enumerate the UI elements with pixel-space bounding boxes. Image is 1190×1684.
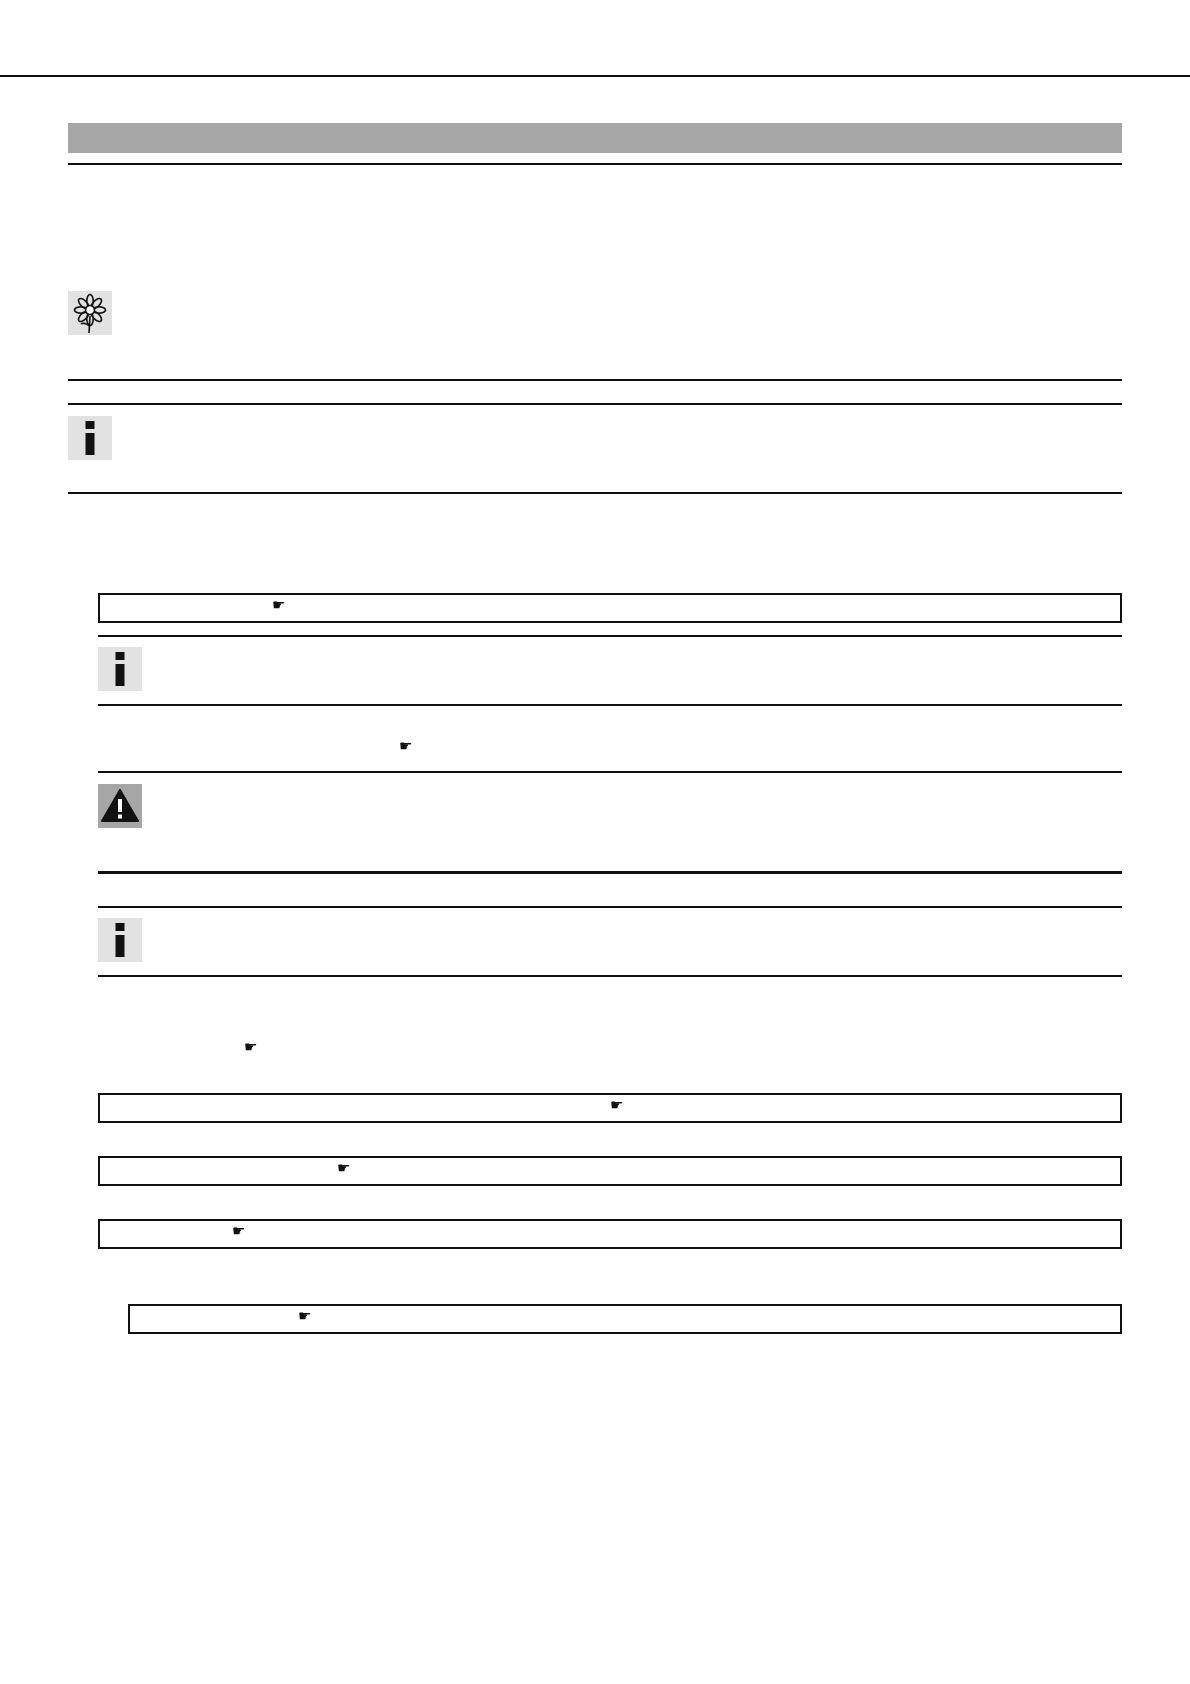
pointing-hand-icon bbox=[244, 1040, 257, 1055]
pointing-hand-icon bbox=[272, 598, 285, 613]
info-block-3-bottom-rule bbox=[98, 975, 1122, 977]
reference-box-1 bbox=[98, 593, 1122, 623]
pointing-hand-icon bbox=[610, 1098, 623, 1113]
info-block-1-bottom-rule bbox=[68, 492, 1122, 494]
info-icon-box-3 bbox=[98, 918, 142, 962]
section-header-underline bbox=[68, 163, 1122, 165]
warning-icon-box bbox=[98, 784, 142, 828]
info-icon bbox=[113, 923, 127, 957]
section-header-band bbox=[68, 123, 1122, 153]
info-icon-box-1 bbox=[68, 416, 112, 460]
pointing-hand-icon bbox=[399, 739, 412, 754]
warning-block-bottom-rule bbox=[98, 871, 1122, 874]
info-block-2-bottom-rule bbox=[98, 704, 1122, 706]
reference-box-5 bbox=[128, 1304, 1122, 1334]
info-icon bbox=[83, 421, 97, 455]
info-block-2-top-rule bbox=[98, 635, 1122, 637]
info-icon bbox=[113, 652, 127, 686]
pointing-hand-icon bbox=[232, 1224, 245, 1239]
info-block-1-top-rule bbox=[68, 403, 1122, 405]
pointing-hand-icon bbox=[337, 1161, 350, 1176]
reference-box-2 bbox=[98, 1093, 1122, 1123]
pointing-hand-icon bbox=[298, 1309, 311, 1324]
reference-box-4 bbox=[98, 1219, 1122, 1249]
warning-block-top-rule bbox=[98, 771, 1122, 773]
warning-triangle-icon bbox=[100, 788, 140, 824]
info-block-3-top-rule bbox=[98, 906, 1122, 908]
reference-box-3 bbox=[98, 1156, 1122, 1186]
tip-block-bottom-rule bbox=[68, 379, 1122, 381]
flower-icon bbox=[70, 292, 110, 334]
info-icon-box-2 bbox=[98, 647, 142, 691]
tip-icon-box bbox=[68, 291, 112, 335]
page-top-rule bbox=[0, 75, 1190, 77]
